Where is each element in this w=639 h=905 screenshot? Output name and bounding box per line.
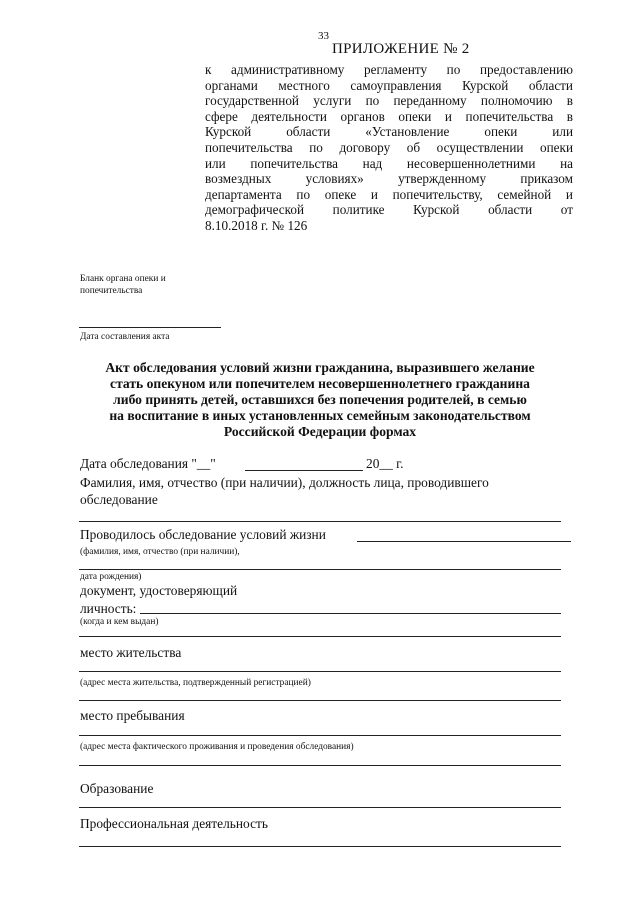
education-label: Образование — [80, 781, 154, 796]
act-title-line: Акт обследования условий жизни гражданина, выразившего желание — [105, 360, 535, 375]
appendix-line: Курской области «Установление опеки или — [205, 124, 573, 140]
residence-hint: (адрес места жительства, подтвержденный регистрацией) — [80, 678, 311, 688]
appendix-line: или попечительства над несовершеннолетними на — [205, 155, 573, 171]
blank-org-label: Бланк органа опеки и попечительства — [80, 274, 166, 296]
inspector-field[interactable] — [79, 521, 561, 522]
conducted-field[interactable] — [357, 541, 571, 542]
stay-field-2[interactable] — [79, 765, 561, 766]
profession-field[interactable] — [79, 846, 561, 847]
act-title-line: стать опекуном или попечителем несовершеннолетнего гражданина — [110, 376, 530, 391]
id-doc-field-2[interactable] — [79, 636, 561, 637]
residence-field-2[interactable] — [79, 700, 561, 701]
residence-label: место жительства — [80, 645, 182, 660]
appendix-line: к административному регламенту по предоставлению — [205, 62, 573, 77]
profession-label: Профессиональная деятельность — [80, 816, 268, 831]
id-doc-field[interactable] — [140, 613, 561, 614]
id-doc-label: документ, удостоверяющий — [80, 583, 238, 598]
stay-field[interactable] — [79, 735, 561, 736]
conducted-label: Проводилось обследование условий жизни — [80, 527, 326, 542]
survey-date-year: 20__ г. — [366, 456, 404, 471]
act-title-line: на воспитание в иных установленных семейным законодательством — [109, 408, 531, 423]
page-number: 33 — [318, 30, 329, 42]
appendix-line: государственной услуги по переданному полномочию в — [205, 93, 573, 109]
survey-date-month-field[interactable] — [245, 470, 363, 471]
appendix-text — [205, 62, 573, 234]
date-compiled-line[interactable] — [79, 327, 221, 328]
appendix-line: возмездных условиях» утвержденному приказом — [205, 171, 573, 187]
appendix-line: сфере деятельности органов опеки и попечительства в — [205, 108, 573, 124]
fio-field[interactable] — [79, 569, 561, 570]
appendix-line: органами местного самоуправления Курской области — [205, 77, 573, 93]
stay-hint: (адрес места фактического проживания и проведения обследования) — [80, 742, 354, 752]
appendix-title: ПРИЛОЖЕНИЕ № 2 — [332, 41, 470, 57]
id-doc-hint: (когда и кем выдан) — [80, 617, 159, 627]
act-title-line: либо принять детей, оставшихся без попечения родителей, в семью — [113, 392, 527, 407]
stay-label: место пребывания — [80, 708, 185, 723]
residence-field[interactable] — [79, 671, 561, 672]
birth-hint: дата рождения) — [80, 572, 142, 582]
act-title-line: Российской Федерации формах — [223, 424, 417, 439]
id-doc-label-2: личность: — [80, 601, 137, 616]
appendix-line: департамента по опеке и попечительству, семейной и — [205, 186, 573, 202]
act-title — [70, 360, 570, 440]
appendix-line: попечительства по договору об осуществлении опеки — [205, 139, 573, 155]
education-field[interactable] — [79, 807, 561, 808]
fio-hint: (фамилия, имя, отчество (при наличии), — [80, 547, 240, 557]
appendix-line: 8.10.2018 г. № 126 — [205, 217, 308, 233]
appendix-line: демографической политике Курской области от — [205, 202, 573, 218]
survey-date-label: Дата обследования "__" — [80, 456, 216, 471]
date-compiled-label: Дата составления акта — [80, 332, 170, 342]
inspector-label: Фамилия, имя, отчество (при наличии), должность лица, проводившего обследование — [80, 475, 489, 507]
